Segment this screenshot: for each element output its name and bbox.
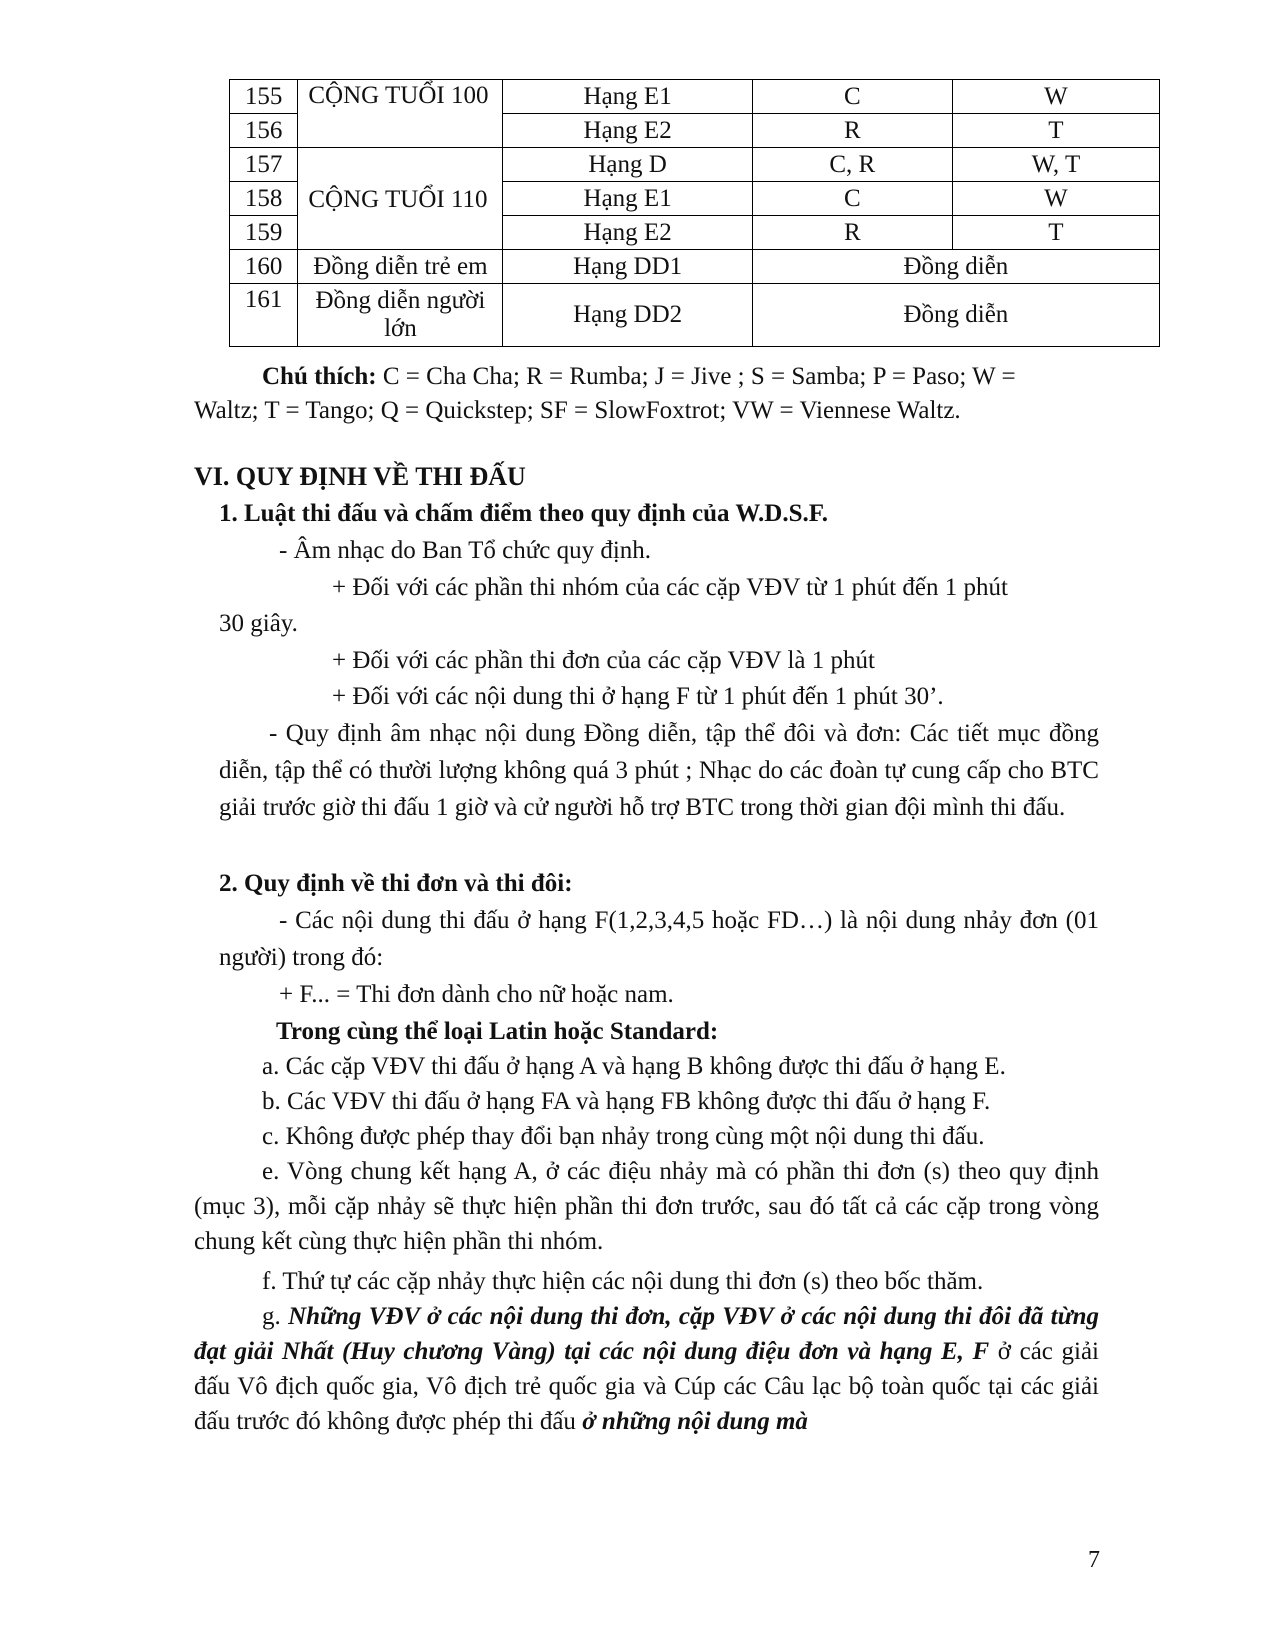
rule-f: f. Thứ tự các cặp nhảy thực hiện các nội dung thi đơn (s) theo bốc thăm. (262, 1268, 984, 1295)
subsection-3-title: Trong cùng thể loại Latin hoặc Standard: (276, 1018, 719, 1045)
paragraph: + Đối với các phần thi nhóm của các cặp VĐV từ 1 phút đến 1 phút (332, 574, 1008, 601)
level-cell: Hạng E2 (503, 114, 752, 148)
note-text: C = Cha Cha; R = Rumba; J = Jive ; S = Samba; P = Paso; W = (376, 363, 1016, 390)
standard-cell: W (952, 80, 1159, 114)
row-number: 156 (230, 114, 298, 148)
age-group-cell: Đồng diễn trẻ em (298, 250, 503, 284)
table-row (230, 148, 1160, 182)
merged-dance-cell: Đồng diễn (752, 284, 1159, 347)
standard-cell: W (952, 182, 1159, 216)
latin-cell: R (752, 114, 952, 148)
level-cell: Hạng DD2 (503, 284, 752, 347)
standard-cell: W, T (952, 148, 1159, 182)
row-number: 158 (230, 182, 298, 216)
row-number: 159 (230, 216, 298, 250)
rule-g-lead: g. (262, 1303, 289, 1330)
age-group-cell: Đồng diễn người lớn (298, 284, 503, 347)
rule-g-tail: ở những nội dung mà (582, 1408, 808, 1435)
rule-g-emphasis: Những VĐV ở các nội dung thi đơn, cặp VĐV ở các nội dung thi đôi đã từng đạt giải Nhất (Huy chương Vàng) tại các nội dung điệu đơn và hạng E, F (194, 1303, 1100, 1365)
note-label: Chú thích: (262, 363, 377, 390)
row-number: 155 (230, 80, 298, 114)
table-row (230, 80, 1160, 114)
table-row (230, 250, 1160, 284)
rule-g-text: ở các giải đấu Vô địch quốc gia, Vô địch trẻ quốc gia và Cúp các Câu lạc bộ toàn quốc tại các giải đấu trước đó không được phép thi đấu (194, 1338, 1099, 1435)
rule-e: e. Vòng chung kết hạng A, ở các điệu nhảy mà có phần thi đơn (s) theo quy định (mục 3), mỗi cặp nhảy sẽ thực hiện phần thi đơn trước, sau đó tất cả các cặp trong vòng chung kết cùng thực hiện phần thi nhóm. (194, 1158, 1099, 1255)
rule-a: a. Các cặp VĐV thi đấu ở hạng A và hạng B không được thi đấu ở hạng E. (262, 1053, 1006, 1080)
standard-cell: T (952, 114, 1159, 148)
merged-dance-cell: Đồng diễn (752, 250, 1159, 284)
table-row (230, 284, 1160, 347)
rule-b: b. Các VĐV thi đấu ở hạng FA và hạng FB không được thi đấu ở hạng F. (262, 1088, 991, 1115)
page-number: 7 (1088, 1547, 1100, 1573)
level-cell: Hạng D (503, 148, 752, 182)
paragraph: + Đối với các phần thi đơn của các cặp VĐV là 1 phút (332, 647, 875, 674)
paragraph: 30 giây. (219, 610, 298, 637)
subsection-1-title: 1. Luật thi đấu và chấm điểm theo quy định của W.D.S.F. (219, 500, 828, 527)
paragraph: + F... = Thi đơn dành cho nữ hoặc nam. (279, 981, 674, 1008)
events-table (229, 79, 1160, 347)
level-cell: Hạng E2 (503, 216, 752, 250)
paragraph: - Các nội dung thi đấu ở hạng F(1,2,3,4,5 hoặc FD…) là nội dung nhảy đơn (01 người) trong đó: (219, 907, 1099, 971)
note-line-2: Waltz; T = Tango; Q = Quickstep; SF = SlowFoxtrot; VW = Viennese Waltz. (194, 397, 961, 424)
standard-cell: T (952, 216, 1159, 250)
row-number: 157 (230, 148, 298, 182)
note-line-1 (262, 358, 1102, 395)
age-group-cell: CỘNG TUỔI 100 (298, 80, 503, 148)
section-title: VI. QUY ĐỊNH VỀ THI ĐẤU (194, 462, 526, 491)
row-number: 160 (230, 250, 298, 284)
level-cell: Hạng E1 (503, 80, 752, 114)
age-group-cell: CỘNG TUỔI 110 (298, 148, 503, 250)
subsection-2-title: 2. Quy định về thi đơn và thi đôi: (219, 870, 573, 897)
latin-cell: C, R (752, 148, 952, 182)
paragraph: - Âm nhạc do Ban Tổ chức quy định. (279, 537, 652, 564)
latin-cell: C (752, 80, 952, 114)
row-number: 161 (230, 284, 298, 347)
latin-cell: C (752, 182, 952, 216)
level-cell: Hạng DD1 (503, 250, 752, 284)
music-rules-paragraph: - Quy định âm nhạc nội dung Đồng diễn, tập thể đôi và đơn: Các tiết mục đồng diễn, tập thể có thười lượng không quá 3 phút ; Nhạc do các đoàn tự cung cấp cho BTC giải trước giờ thi đấu 1 giờ và cử người hỗ trợ BTC trong thời gian đội mình thi đấu. (219, 720, 1099, 821)
latin-cell: R (752, 216, 952, 250)
level-cell: Hạng E1 (503, 182, 752, 216)
rule-g (194, 1299, 1099, 1439)
paragraph: + Đối với các nội dung thi ở hạng F từ 1 phút đến 1 phút 30’. (332, 683, 944, 710)
rule-c: c. Không được phép thay đổi bạn nhảy trong cùng một nội dung thi đấu. (262, 1123, 985, 1150)
